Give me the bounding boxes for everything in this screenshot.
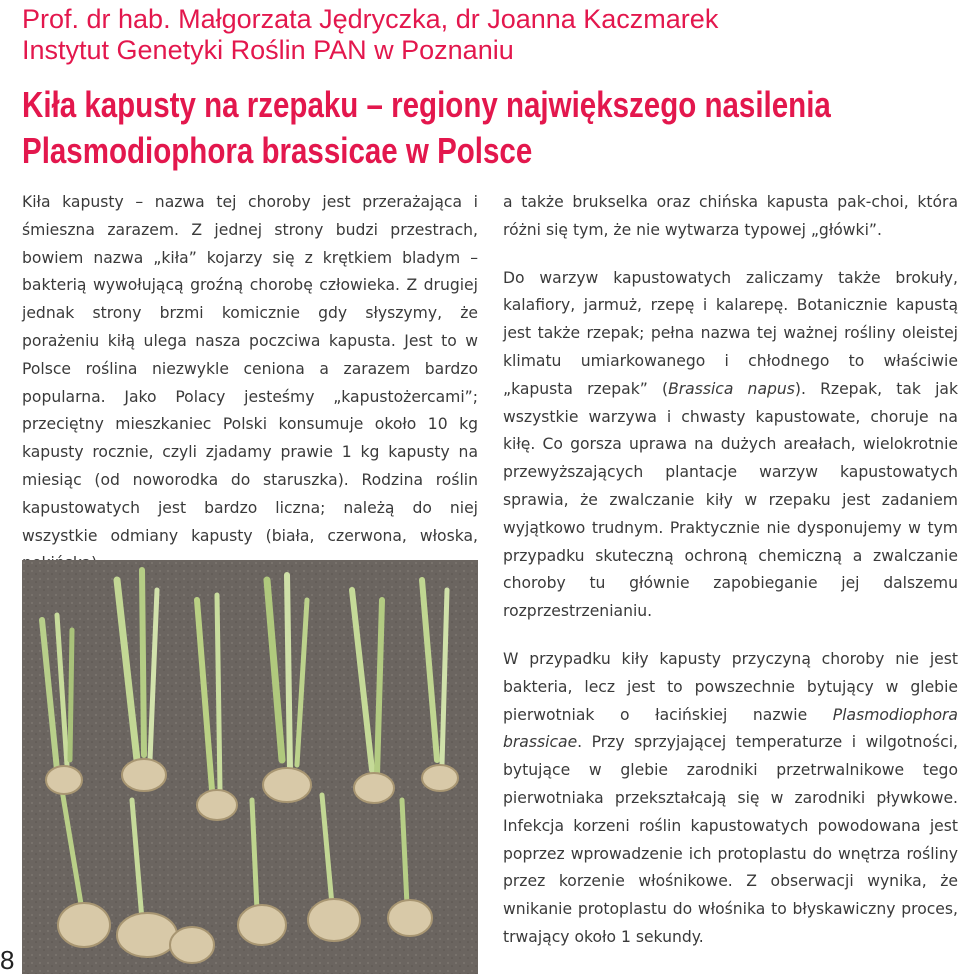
article-title [22, 82, 831, 174]
paragraph-brassica: Do warzyw kapustowatych zaliczamy także brokuły, kalafiory, jarmuż, rzepę i kalarepę. Botanicznie kapustą jest także rzepak; pełna nazwa tej ważnej rośliny oleistej klimatu umiarkowanego i chłodnego to właściwie „kapusta rzepak” (Brassica napus). Rzepak, tak jak wszystkie warzywa i chwasty kapustowate, choruje na kiłę. Co gorsza uprawa na dużych areałach, wielokrotnie przewyższających plantacje warzyw kapustowatych sprawia, że zwalczanie kiły w rzepaku jest zadaniem wyjątkowo trudnym. Praktycznie nie dysponujemy w tym przypadku skuteczną ochroną chemiczną a zwalczanie choroby tu głównie zapobieganie jej dalszemu rozprzestrzenianiu. [503, 268, 958, 621]
title-line-1: Kiła kapusty na rzepaku – regiony największego nasilenia [22, 84, 831, 125]
authors-names: Prof. dr hab. Małgorzata Jędryczka, dr Joanna Kaczmarek [22, 4, 719, 34]
title-line-2: Plasmodiophora brassicae w Polsce [22, 130, 533, 171]
authors-institution: Instytut Genetyki Roślin PAN w Poznaniu [22, 35, 514, 65]
page-number: 8 [0, 945, 15, 975]
paragraph-pathogen: W przypadku kiły kapusty przyczyną choroby nie jest bakteria, lecz jest to powszechnie bytujący w glebie pierwotniak o łacińskiej nazwie Plasmodiophora brassicae. Przy sprzyjającej temperaturze i wilgotności, bytujące w glebie zarodniki przetrwalnikowe tego pierwotniaka przekształcają się w zarodniki pływkowe. Infekcja korzeni roślin kapustowatych powodowana jest poprzez wprowadzenie ich protoplastu do wnętrza rośliny przez korzenie włośnikowe. Z obserwacji wynika, że wnikanie protoplastu do włośnika to błyskawiczny proces, trwający około 1 sekundy. [503, 649, 958, 946]
paragraph-intro: Kiła kapusty – nazwa tej choroby jest przerażająca i śmieszna zarazem. Z jednej strony budzi przestrach, bowiem nazwa „kiła” kojarzy się z krętkiem bladym – bakterią wywołującą groźną chorobę człowieka. Z drugiej jednak strony brzmi komicznie gdy słyszymy, że porażeniu kiłą ulega nasza poczciwa kapusta. Jest to w Polsce roślina niezwykle ceniona a zarazem bardzo popularna. Jako Polacy jesteśmy „kapustożercami”; przeciętny mieszkaniec Polski konsumuje około 10 kg kapusty rocznie, czyli zjadamy prawie 1 kg kapusty na miesiąc (od noworodka do staruszka). Rodzina roślin kapustowatych jest bardzo liczna; należą do niej wszystkie odmiany kapusty (biała, czerwona, włoska, [22, 193, 478, 545]
latin-name-brassica-napus: Brassica napus [668, 379, 795, 398]
right-column [503, 189, 958, 952]
authors-block [22, 4, 942, 66]
clubroot-plants-photo [22, 560, 478, 974]
paragraph-continuation: a także brukselka oraz chińska kapusta pak-choi, która różni się tym, że nie wytwarza typowej „główki”. [503, 193, 958, 239]
left-column [22, 189, 478, 578]
latin-name-plasmodiophora: Plasmodiophora brassicae [503, 705, 958, 752]
